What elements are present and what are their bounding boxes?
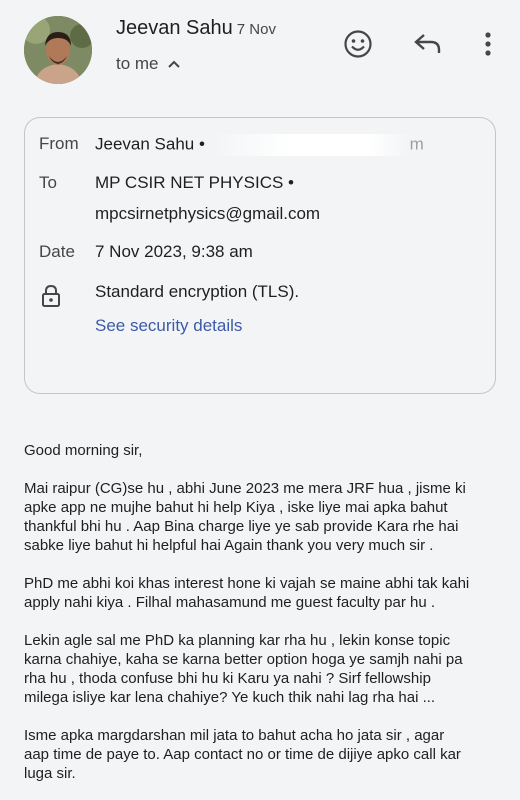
sender-avatar[interactable] (24, 16, 92, 84)
encryption-text: Standard encryption (TLS). (95, 282, 300, 301)
message-paragraph-3: Lekin agle sal me PhD ka planning kar rha hu , lekin konse topic karna chahiye, kaha se karna better option hoga ye samjh nahi pa rha hu , thoda confuse bhi hu ki Karu ya nahi ? Sirf fellowship milega isliye kar lena chahiye? Ye kuch thik nahi lag rha hai ... (24, 632, 463, 706)
message-paragraph-1: Mai raipur (CG)se hu , abhi June 2023 me mera JRF hua , jisme ki apke app ne mujhe bahut hi help Kiya , iske liye mai apka bahut thankful bhi hu . Aap Bina charge liye ye sab provide Kara rhe hai sabke liye bahut hi helpful hai Again thank you very much sir . (24, 480, 466, 554)
to-name: MP CSIR NET PHYSICS • (95, 173, 294, 192)
to-email[interactable]: mpcsirnetphysics@gmail.com (95, 204, 321, 223)
chevron-up-icon (167, 54, 181, 74)
message-paragraph-2: PhD me abhi koi khas interest hone ki vajah se maine abhi tak kahi apply nahi kiya . Filhal mahasamund me guest faculty par hu . (24, 575, 470, 611)
from-label: From (39, 134, 79, 153)
email-date: 7 Nov (236, 21, 276, 38)
smiley-icon[interactable] (340, 26, 376, 62)
sender-name-row[interactable] (116, 17, 276, 40)
email-details-card (24, 117, 496, 394)
from-value (95, 134, 424, 156)
from-name: Jeevan Sahu • (95, 134, 205, 154)
recipient-toggle[interactable] (116, 54, 181, 74)
recipient-summary: to me (116, 54, 159, 73)
lock-icon (41, 284, 61, 313)
date-value: 7 Nov 2023, 9:38 am (95, 242, 253, 261)
to-label: To (39, 173, 57, 192)
message-body (24, 441, 504, 800)
from-email-tail: m (409, 134, 424, 154)
redacted-email (210, 134, 410, 156)
date-label: Date (39, 242, 75, 261)
sender-name: Jeevan Sahu (116, 17, 233, 39)
message-paragraph-4: Isme apka margdarshan mil jata to bahut acha ho jata sir , agar aap time de paye to. Aap contact no or time de dijiye apko call kar luga sir. (24, 727, 461, 782)
more-vert-icon[interactable] (470, 26, 506, 62)
security-details-link[interactable]: See security details (95, 316, 243, 335)
reply-icon[interactable] (410, 26, 446, 62)
message-greeting: Good morning sir, (24, 442, 143, 459)
email-header (0, 0, 520, 100)
